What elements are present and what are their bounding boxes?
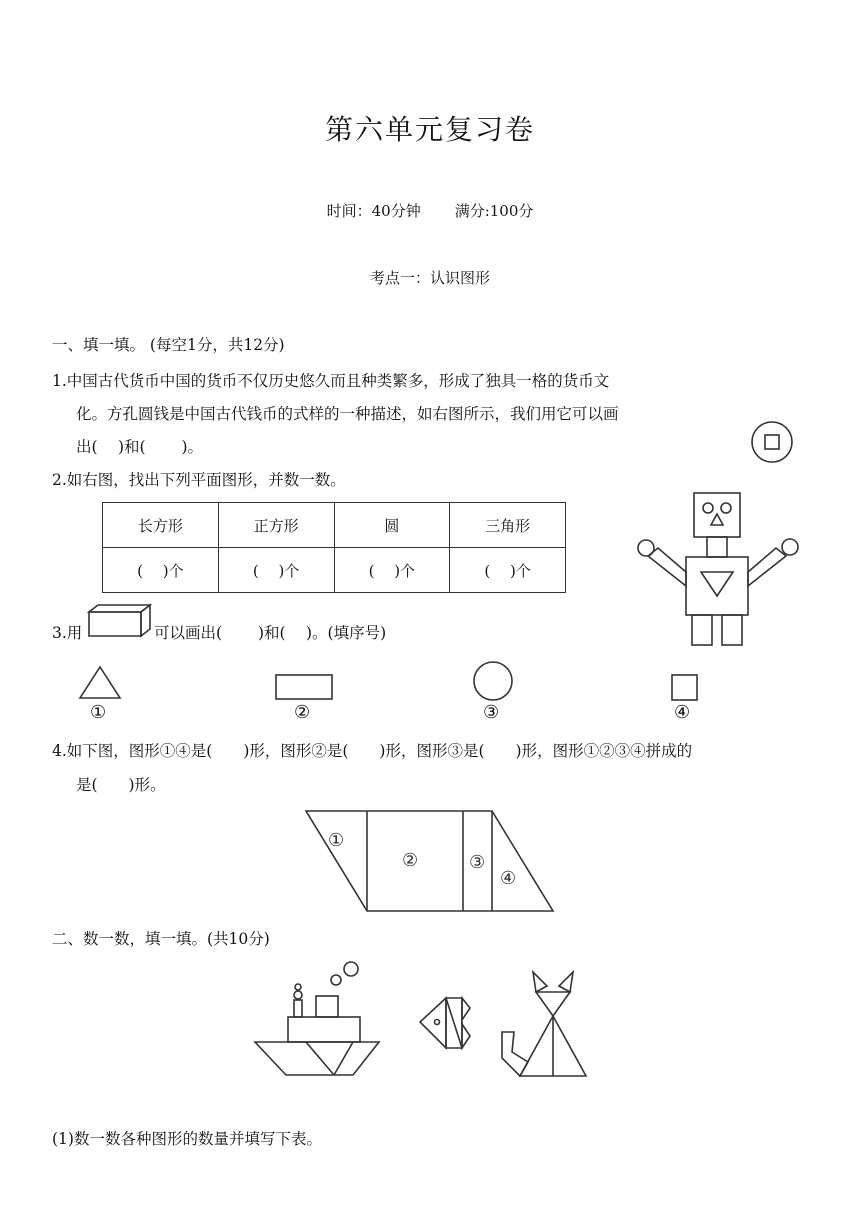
cuboid-icon [86,602,156,638]
option-label: ① [90,702,107,723]
robot-leg [692,615,712,645]
part-label: ③ [469,852,486,873]
answer-cell[interactable]: ( )个 [218,548,334,593]
option-label: ③ [483,702,500,723]
robot-eye [703,503,713,513]
rectangle-figure [274,673,336,701]
robot-leg [722,615,742,645]
exam-meta [0,200,860,221]
table-header-cell: 三角形 [450,503,566,548]
q4-line2: 是( )形。 [76,776,166,794]
page-title: 第六单元复习卷 [324,113,535,146]
answer-cell[interactable]: ( )个 [103,548,219,593]
tangram-figures [250,960,610,1085]
coin-square-hole [765,435,779,449]
square-figure [670,673,700,703]
parallelogram-outline [306,811,553,911]
circle-figure [472,660,516,704]
topic-heading: 考点一：认识图形 [369,269,490,287]
shape-count-table [102,502,566,593]
part-label: ④ [500,868,517,889]
q1-line1: 1.中国古代货币中国的货币不仅历史悠久而且种类繁多，形成了独具一格的货币文 [52,372,610,390]
q4-line1: 4.如下图，图形①④是( )形，图形②是( )形，图形③是( )形，图形①②③④拼成的 [52,742,693,760]
robot-arm [648,548,686,586]
robot-eye [721,503,731,513]
robot-arm [748,548,786,586]
option-label: ④ [674,702,691,723]
table-header-cell: 圆 [334,503,450,548]
section2-heading: 二、数一数，填一填。(共10分) [52,930,270,948]
fish-figure [420,998,470,1048]
robot-neck [707,537,727,557]
coin-circle [752,422,792,462]
q1-line2: 化。方孔圆钱是中国古代钱币的式样的一种描述，如右图所示，我们用它可以画 [76,405,619,423]
boat-figure [255,962,379,1075]
part-label: ① [328,830,345,851]
answer-cell[interactable]: ( )个 [334,548,450,593]
robot-nose [711,514,723,525]
q3-suffix: 可以画出( )和( )。(填序号) [154,624,387,642]
coin-figure [750,420,794,464]
option-label: ② [294,702,311,723]
robot-hand [782,539,798,555]
table-header-row [103,503,566,548]
answer-cell[interactable]: ( )个 [450,548,566,593]
table-header-cell: 正方形 [218,503,334,548]
section1-heading: 一、填一填。 (每空1分，共12分) [52,336,285,354]
triangle-figure [78,664,124,700]
part-label: ② [402,850,419,871]
table-row [103,548,566,593]
q1-line3: 出( )和( )。 [76,438,204,456]
robot-chest-triangle [701,572,733,596]
cat-figure [502,972,586,1076]
exam-time: 时间：40分钟 [326,202,421,220]
q2-line1: 2.如右图，找出下列平面图形，并数一数。 [52,471,346,489]
section2-sub1: (1)数一数各种图形的数量并填写下表。 [52,1130,322,1148]
robot-hand [638,540,654,556]
robot-figure [630,490,810,650]
q3-prefix: 3.用 [52,624,83,642]
exam-score: 满分:100分 [454,202,534,220]
parallelogram-figure [300,808,560,916]
table-header-cell: 长方形 [103,503,219,548]
robot-body [686,557,748,615]
